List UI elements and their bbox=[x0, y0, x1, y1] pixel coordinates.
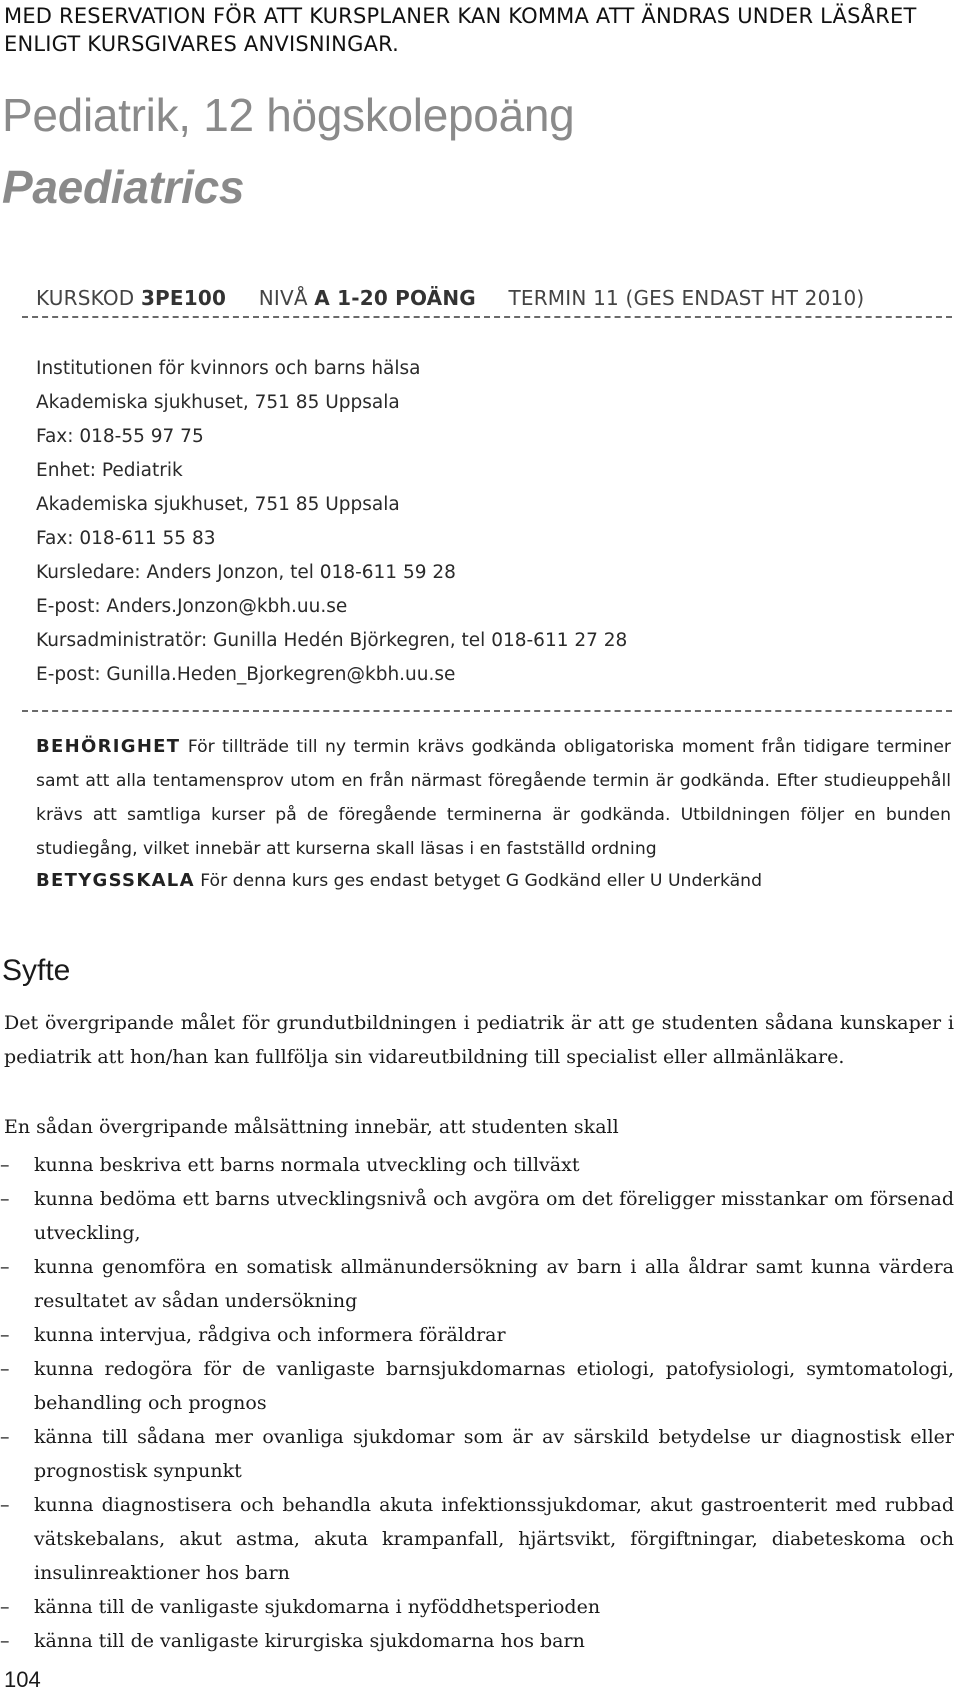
dash-bullet: – bbox=[0, 1358, 10, 1380]
fax-line: Fax: 018-55 97 75 bbox=[36, 426, 204, 447]
course-leader-line: Kursledare: Anders Jonzon, tel 018-611 59 28 bbox=[36, 562, 456, 583]
dash-bullet: – bbox=[0, 1630, 10, 1652]
goals-list bbox=[0, 1148, 954, 1658]
unit-address-line: Akademiska sjukhuset, 751 85 Uppsala bbox=[36, 494, 400, 515]
purpose-heading: Syfte bbox=[2, 954, 71, 987]
eligibility-text: För tillträde till ny termin krävs godkända obligatoriska moment från tidigare terminer samt att alla tentamensprov utom en från närmast föregående termin är godkända. Efter studieuppehåll krävs att samtliga kurser på de föregående terminerna är godkända. Utbildningen följer en bunden studiegång, vilket innebär att kurserna skall läsas i en fastställd ordning bbox=[36, 737, 951, 859]
list-item: – känna till de vanligaste sjukdomarna i nyföddhetsperioden bbox=[0, 1590, 954, 1624]
dash-bullet: – bbox=[0, 1324, 10, 1346]
level-value: A 1-20 POÄNG bbox=[314, 286, 476, 310]
level-label: NIVÅ bbox=[258, 286, 308, 310]
dashed-divider-bottom bbox=[22, 710, 952, 712]
list-item: – kunna intervjua, rådgiva och informera föräldrar bbox=[0, 1318, 954, 1352]
address-line: Akademiska sjukhuset, 751 85 Uppsala bbox=[36, 392, 400, 413]
list-item: – kunna redogöra för de vanligaste barnsjukdomarnas etiologi, patofysiologi, symtomatologi, behandling och prognos bbox=[0, 1352, 954, 1420]
dash-bullet: – bbox=[0, 1188, 10, 1210]
grading-text: För denna kurs ges endast betyget G Godkänd eller U Underkänd bbox=[200, 871, 762, 891]
purpose-lead: En sådan övergripande målsättning innebär, att studenten skall bbox=[4, 1116, 619, 1138]
contact-info-block bbox=[36, 352, 936, 692]
page-number: 104 bbox=[4, 1667, 41, 1692]
reservation-notice: MED RESERVATION FÖR ATT KURSPLANER KAN KOMMA ATT ÄNDRAS UNDER LÄSÅRET ENLIGT KURSGIVARES ANVISNINGAR. bbox=[4, 4, 917, 56]
list-item: – kunna beskriva ett barns normala utveckling och tillväxt bbox=[0, 1148, 954, 1182]
dash-bullet: – bbox=[0, 1494, 10, 1516]
list-item: – kunna diagnostisera och behandla akuta infektionssjukdomar, akut gastroenterit med rubbad vätskebalans, akut astma, akuta krampanfall, hjärtsvikt, förgiftningar, diabeteskoma och insulinreaktioner hos barn bbox=[0, 1488, 954, 1590]
purpose-intro: Det övergripande målet för grundutbildningen i pediatrik är att ge studenten sådana kunskaper i pediatrik att hon/han kan fullfölja sin vidareutbildning till specialist eller allmänläkare. bbox=[4, 1012, 954, 1068]
eligibility-section bbox=[36, 730, 951, 866]
course-code-label: KURSKOD bbox=[36, 286, 135, 310]
course-code-line bbox=[36, 286, 864, 310]
grading-heading: BETYGSSKALA bbox=[36, 870, 195, 891]
dash-bullet: – bbox=[0, 1256, 10, 1278]
course-code-value: 3PE100 bbox=[140, 286, 227, 310]
course-leader-email: E-post: Anders.Jonzon@kbh.uu.se bbox=[36, 596, 348, 617]
course-title-swedish: Pediatrik, 12 högskolepoäng bbox=[2, 89, 575, 141]
dash-bullet: – bbox=[0, 1154, 10, 1176]
unit-fax-line: Fax: 018-611 55 83 bbox=[36, 528, 216, 549]
dash-bullet: – bbox=[0, 1596, 10, 1618]
department-line: Institutionen för kvinnors och barns hälsa bbox=[36, 358, 421, 379]
eligibility-heading: BEHÖRIGHET bbox=[36, 736, 181, 757]
list-item: – kunna genomföra en somatisk allmänundersökning av barn i alla åldrar samt kunna värdera resultatet av sådan undersökning bbox=[0, 1250, 954, 1318]
course-title-english: Paediatrics bbox=[2, 161, 245, 213]
dashed-divider-top bbox=[22, 316, 952, 318]
dash-bullet: – bbox=[0, 1426, 10, 1448]
list-item: – kunna bedöma ett barns utvecklingsnivå och avgöra om det föreligger misstankar om försenad utveckling, bbox=[0, 1182, 954, 1250]
course-administrator-email: E-post: Gunilla.Heden_Bjorkegren@kbh.uu.se bbox=[36, 664, 456, 685]
unit-line: Enhet: Pediatrik bbox=[36, 460, 183, 481]
term-info: TERMIN 11 (GES ENDAST HT 2010) bbox=[508, 286, 865, 310]
grading-section bbox=[36, 864, 951, 898]
list-item: – känna till de vanligaste kirurgiska sjukdomarna hos barn bbox=[0, 1624, 954, 1658]
course-administrator-line: Kursadministratör: Gunilla Hedén Björkegren, tel 018-611 27 28 bbox=[36, 630, 628, 651]
list-item: – känna till sådana mer ovanliga sjukdomar som är av särskild betydelse ur diagnostisk eller prognostisk synpunkt bbox=[0, 1420, 954, 1488]
